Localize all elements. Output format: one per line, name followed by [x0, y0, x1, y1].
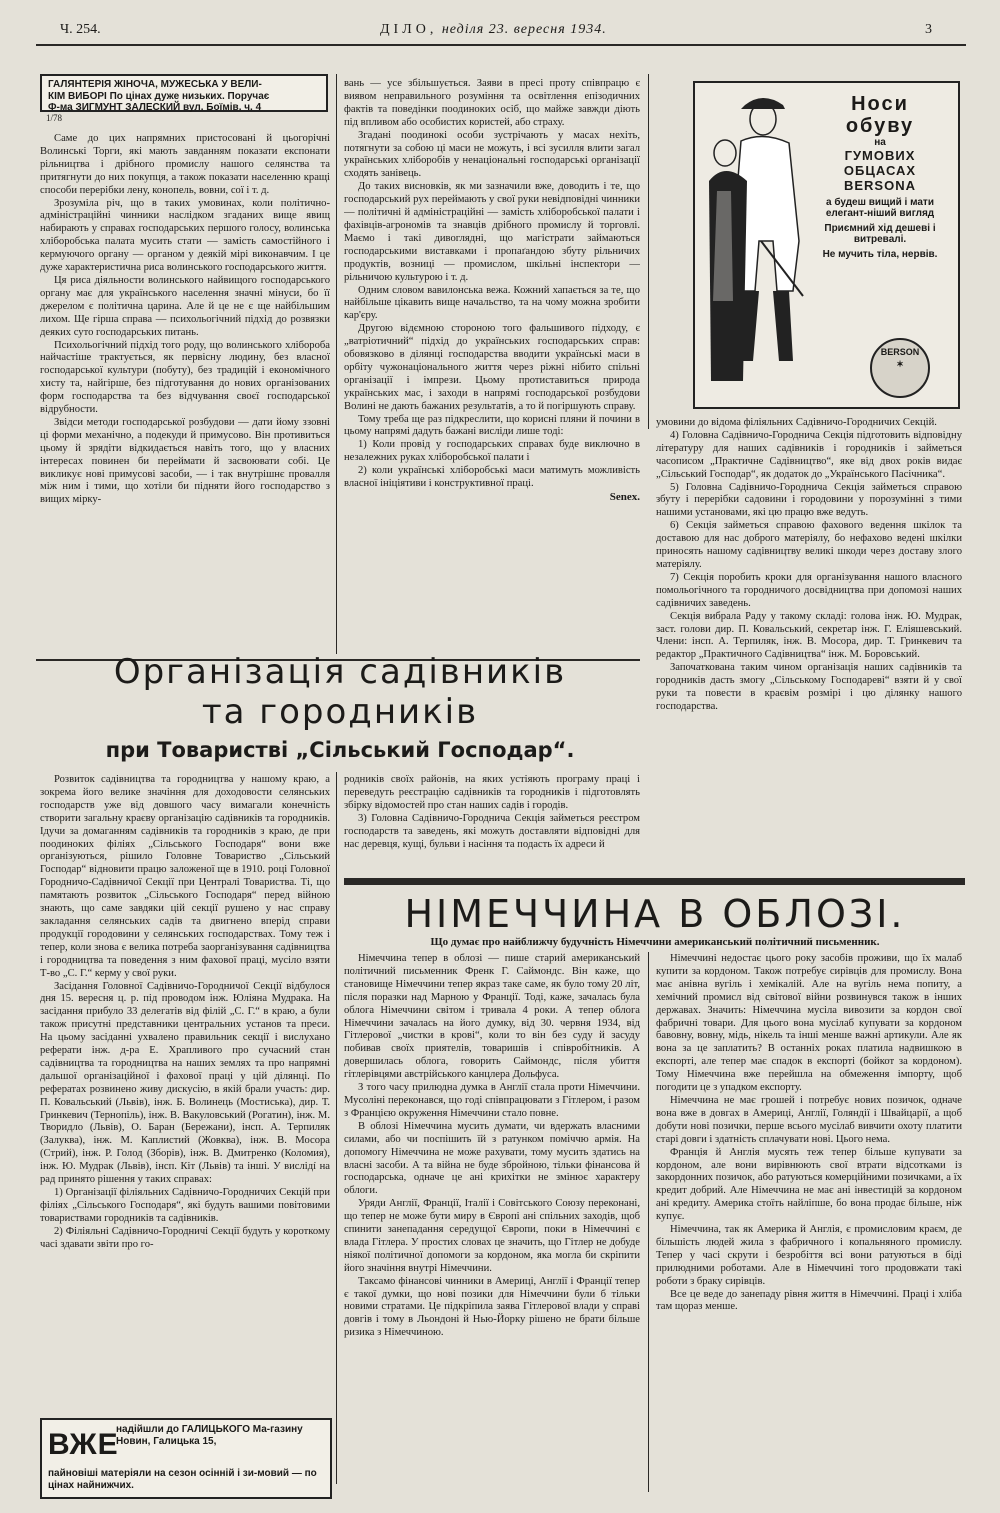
section-rule-thick	[344, 878, 965, 885]
haberdashery-ad-code: 1/78	[46, 113, 63, 123]
article1-column-2	[344, 78, 640, 656]
paragraph: вань — усе збільшується. Заяви в пресі проту співпрацю є виявом неправильного розуміння та освітлення епізодичних фактів та поведінки поодиноких осіб, що майже завжди діють під впливом або особистих користей, або страху.	[344, 78, 640, 128]
paragraph: Зрозуміла річ, що в таких умовинах, коли політично-адміністраційні чинники наслідком згаданих вище явищ набирають у справах господарських першого голосу, волинська хліборобська палата мусить стати — замість самостійного і кермуючого органу — органом у деякій мірі виконавчим. І це дуже характеристична риса волинського господарського життя.	[40, 197, 330, 274]
issue-number: Ч. 254.	[60, 22, 101, 37]
paragraph: Франція й Англія мусять теж тепер більше купувати за кордоном, але вони вирівнюють свої втрати відсотками із закордонних позичок, або ратуються комерційними позичками, а їх кредит добрий. Але Німеччина не має ані інвестицій за кордоном ані кредиту. Америка стоїть найліпше, бо вона продає більше, ніж купує.	[656, 1146, 962, 1223]
column-rule	[336, 772, 337, 1484]
article2-column-1	[40, 774, 330, 1410]
issue-date: неділя 23. вересня 1934.	[441, 22, 607, 37]
ad-line: пайновіші матеріяли на сезон осінній і зи-мовий — по цінах найнижчих.	[48, 1468, 317, 1491]
paragraph: Психольогічний підхід того роду, що волинського хлібороба найчастіше трактується, як первісну людину, без власної господарської культури (побуту), без традицій і економічного хисту та, найгірше, без підготування до нових організованих форм господарства та без відчування своєї господарської відрубности.	[40, 339, 330, 416]
article2-column-3	[656, 417, 962, 873]
ad-line: обуву	[845, 115, 915, 137]
paragraph: 1) Організації філіяльних Садівничо-Городничих Секцій при філіях „Сільського Господаря“, які будуть вашими повітовими товариствами городників та садівників.	[40, 1187, 330, 1224]
paragraph: 2) коли українські хліборобські маси матимуть можливість власної ініціятиви і конструктивної праці.	[344, 465, 640, 490]
article2-subtitle: при Товаристві „Сільський Господар“.	[105, 738, 575, 762]
page-number: 3	[925, 22, 932, 37]
page-header	[0, 0, 1000, 44]
article2-title-line1: Організація садівників	[113, 652, 567, 692]
ad-line: Приємний хід дешеві і витревалі.	[824, 223, 936, 245]
paragraph: 3) Головна Садівничо-Городнича Секція займеться реєстром господарств та заведень, які можуть доставляти відповідні для нас деревця, кущі, бульви і насіння та подасть їх адреси й	[344, 812, 640, 850]
haberdashery-ad-line2: КІМ ВИБОРІ По цінах дуже низьких. Поручає	[48, 90, 270, 102]
paragraph: До таких висновків, як ми зазначили вже, доводить і те, що господарський рух переймають у свої руки невідповідні чинники — політичні й адміністраційні — замість хліборобської палати і фахівців-агрономів та знавців дрібного промислу й торговлі. Маємо і такі дивоглядні, що магістрати займаються господарськими виставками і пропаґандою збуту рільничих продуктів, возниці — промислом, шкільні інспектори — рільничою культурою і т. д.	[344, 181, 640, 283]
article1-signature: Senex.	[609, 491, 640, 503]
ad-line: ГУМОВИХ	[844, 148, 916, 163]
column-rule	[336, 74, 337, 654]
masthead	[380, 22, 607, 38]
paragraph: 2) Філіяльні Садівничо-Городничі Секції будуть у короткому часі здавати звіти про го-	[40, 1225, 330, 1250]
header-rule	[36, 44, 966, 46]
paragraph: Саме до цих напрямних пристосовані й цьогорічні Волинські Торги, які мають завданням показати експонати рільництва і дрібного промислу нашого селянства та притягнути до них покупця, а також показати населенню кращі способи перерібки лену, конопель, вовни, сої і т. д.	[40, 133, 330, 196]
ad-headline: ВЖЕ	[48, 1428, 119, 1461]
paragraph: 6) Секція займеться справою фахового ведення шкілок та доставою для нас доброго матеріялу, бо нефахово ведені шкілки приносять нашому садівництву великі шкоди через доставу злого матеріялу.	[656, 520, 962, 570]
paragraph: Звідси методи господарської розбудови — дати йому ззовні ці форми механічно, а подекуди й примусово. Він противиться цьому й зрядіти відкидається навіть того, що у власних інтересах повинен би переймати й засвоювати собі. Це викликує нові примусові засоби, — і так внутрішнє провалля між ним і тими, що хотіли би підняти його господарство з вищих мірку-	[40, 416, 330, 506]
column-rule	[648, 74, 649, 429]
masthead-title: ДІЛО,	[380, 22, 438, 37]
paragraph: Німеччина, так як Америка й Англія, є промисловим краєм, де більшість людей жила з фабричного і копальняного промислу. Тепер у часі скрути і безробіття всі вони ратуються в біді прилюдними роботами. Але в Німеччині того продовжати такі роботи з браку сирівців.	[656, 1224, 962, 1287]
article2-title-line2: та городників	[201, 692, 479, 732]
paragraph: 7) Секція поробить кроки для організування нашого власного помольогічного та городничого досвідництва при допомозі наших садівничих заведень.	[656, 571, 962, 609]
ad-line: Не мучить тіла, нервів.	[822, 249, 938, 260]
article3-subtitle: Що думає про найближчу будучність Німеччини американський політичний письменник.	[430, 936, 880, 948]
paragraph: умовини до відома філіяльних Садівничо-Городничих Секцій.	[656, 417, 937, 428]
paragraph: Одним словом вавилонська вежа. Кожний хапається за те, що найбільше цікавить вище начальство, та на чому можна зробити кар'єру.	[344, 284, 640, 322]
paragraph: 5) Головна Садівничо-Городнича Секція займеться справою збуту і перерібки садовини і городовини у порозумінні з тими нашими установами, які цю працю вже ведуть.	[656, 481, 962, 519]
paragraph: Німеччина не має грошей і потребує нових позичок, одначе вона вже в довгах в Америці, Англії, Голяндії і Швайцарії, а щоб добути нові позички, перше всього мусілаб вивчити охоту платити старі довги і здатність сплачувати нові. Цього нема.	[656, 1094, 962, 1145]
paragraph: Другою відємною стороною того фальшивого підходу, є „ватріотичний“ підхід до українських господарських справ: обовязково в ділянці господарства вводити українські маси в орбіту чужонаціонального життя через ріжні нібито спільні організації і імпрези. Цьому протиставиться природа українських мас, і заходи в напрямі господарської розбудови Волині не дають бажаних результатів, а то й погіршують справу.	[344, 323, 640, 412]
haberdashery-ad-line1: ГАЛЯНТЕРІЯ ЖІНОЧА, МУЖЕСЬКА У ВЕЛИ-	[48, 79, 262, 90]
article3-title: НІМЕЧЧИНА В ОБЛОЗІ.	[404, 892, 906, 936]
paragraph: Згадані поодинокі особи зустрічають у масах нехіть, потягнути за собою ці маси не можуть, і всі зусилля влити загал українських хліборобів у ненаціональні господарські організації сходять занівець.	[344, 129, 640, 180]
paragraph: Секція вибрала Раду у такому складі: голова інж. Ю. Мудрак, заст. голови дир. П. Ковальський, секретар інж. Г. Еліяшевський. Члени: інсп. А. Терпиляк, інж. В. Мосора, дир. Т. Гринкевич та редактор „Практичного Садівництва“ інж. М. Боровський.	[656, 610, 962, 661]
bersona-logo-badge: BERSON ✶	[870, 338, 930, 398]
article3-column-2	[656, 953, 962, 1478]
paragraph: Уряди Англії, Франції, Італії і Совітського Союзу переконані, що тепер не може бути миру в Європі ані спільних заходів, щоб спинити занепадання середущої Європи, поки в Німеччині є влада Гітлера. У простих словах це значить, що Гітлер не добуде ніякої політичної допомоги за кордоном, яка могла би скріпити його значіння внутрі Німеччини.	[344, 1198, 640, 1274]
paragraph: 1) Коли провід у господарських справах буде виключно в незалежних руках хліборобської палати і	[344, 439, 640, 464]
ad-line: BERSONA	[843, 178, 916, 193]
ad-line: надійшли до ГАЛИЦЬКОГО Ма-газину Новин, Галицька 15,	[116, 1424, 303, 1447]
paragraph: Німеччина тепер в облозі — пише старий американський політичний письменник Френк Г. Саймондс. Він каже, що становище Німеччини тепер якраз таке саме, як було тому 20 літ, після поразки над Марною у Франції. Тоді, каже, зачалась була облога Німеччини світом і тривала 4 роки. А тепер облога Німеччини зачалась на його думку, від 30. червня 1934, від Гітлерової „чистки в крові“, коли то він без суду й засуду побивав своїх приятелів, товаришів і співробітників. А довершилась облога, говорить Саймондс, після убиття гітлерівцями австрійського канцлера Дольфуса.	[344, 953, 640, 1081]
article3-column-1	[344, 953, 640, 1498]
ad-line: на	[874, 137, 886, 148]
haberdashery-ad-line3: Ф-ма ЗИГМУНТ ЗАЛЕСКИЙ вул. Боїмів. ч. 4	[48, 102, 262, 113]
ad-line: Носи	[851, 93, 909, 115]
column-rule	[648, 952, 649, 1492]
paragraph: Все це веде до занепаду рівня життя в Німеччині. Праці і хліба там щораз менше.	[656, 1288, 962, 1313]
paragraph: Засідання Головної Садівничо-Городничої Секції відбулося дня 15. вересня ц. р. під проводом інж. Юліяна Мудрака. На засідання прибуло 33 делегатів від філій „С. Г.“ в краю, а були також присутні представники центральних установ та преси. На цьому засіданні ухвалено правильник секції і вислухано реферати інж. д-ра Е. Храпливого про сучасний стан садівництва та городництва на наших землях та про напрямні дальшої організаційної і фахової праці у цій ділянці. По рефератах розвинено живу дискусію, в якій брали участь: дир. П. Ковальський (Львів), інж. Б. Волинець (Мостиська), дир. Т. Гринкевич (Тернопіль), інж. В. Вакуловський (Рогатин), інж. М. Творидло (Львів), О. Баран (Бережани), інсп. А. Терпиляк (Залуква), інж. М. Каплистий (Жовква), інж. В. Мосора (Стрий), інж. Р. Голод (Зборів), інж. В. Дмитренко (Коломия), інж. Ю. Мудрак (Львів), інсп. Кіт (Львів) та інші. У вислідí на рад принято рішення у таких справах:	[40, 980, 330, 1186]
haberdashery-ad	[40, 74, 328, 112]
badge-text: BERSON	[880, 347, 920, 357]
ad-line: ОБЦАСАХ	[843, 163, 917, 178]
paragraph: Таксамо фінансові чинники в Америці, Англії і Франції тепер є такої думки, що нові позики для Німеччини були б тільки новими стратами. Це підкріпила заява Гітлерової влади у справі довгів і тому в Льондоні й Нью-Йорку рішено не брати більше ризика з Німеччиною.	[344, 1275, 640, 1339]
paragraph: Тому треба ще раз підкреслити, що корисні пляни й почини в цьому напрямі дадуть бажані висліди лише тоді:	[344, 413, 640, 438]
galician-store-ad	[40, 1418, 332, 1499]
ad-line: а будеш вищий і мати елегант-ніший вигляд	[825, 197, 935, 219]
paragraph: Ця риса діяльности волинського найвищого господарського органу має для українського населення значні мінуси, бо її джерелом є політична царина. Але й це не є ще найбільшим лихом. Ще гірша справа — психольогічний підхід до розвязки деяких суто господарських питань.	[40, 274, 330, 338]
paragraph: Започаткована таким чином організація наших садівників та городників дасть змогу „Сільському Господареві“ взяти й у свої руки та повести в краєвім розмірі і цю ділянку нашого господарства.	[656, 662, 962, 712]
paragraph: Німеччині недостає цього року засобів проживи, що їх малаб купити за кордоном. Також потребує сирівців для промислу. Вона має анівна вугіль і хемікалій. Але на вугіль нема попиту, а хемічний промисл від світової війни розвинувся також в інших державах. Значить: Німеччина мусіла вивозити за кордон свої фабричні товари. Для цього вона мусілаб купувати за кордоном бавовну, вовну, мідь, нікель та інші менше важні артикули. Але як вона за це заплатить? В останніх роках платила надвишкою в експорті, але тепер має спадок в експорті (бойкот за кордоном). Тому Німеччина вже перейшла на обмеження імпорту, щоб погодити це з упадком експорту.	[656, 953, 962, 1094]
bersona-ad-text	[810, 93, 950, 260]
paragraph: родників своїх районів, на яких устіяють програму праці і переведуть реєстрацію садівників та городників і підготовлять збірку відомостей про стан наших садів і городів.	[344, 774, 640, 811]
article2-column-2	[344, 774, 640, 874]
paragraph: З того часу прилюдна думка в Англії стала проти Німеччини. Мусоліні переконався, що годі співпрацювати з Гітлером, і разом з Францією окруження Німеччини стало повне.	[344, 1082, 640, 1119]
paragraph: В облозі Німеччина мусить думати, чи вдержать власними силами, або чи поспішить їй з ратунком поміччю армія. На допомогу Німеччина не може рахувати, тому мусить здатись на власні засоби. А та війна не буде збройною, тільки фінансова й господарська, одначе це ані крихітки не змінює характеру облоги.	[344, 1120, 640, 1197]
paragraph: 4) Головна Садівничо-Городнича Секція підготовить відповідну літературу для наших садівників і городників і займеться часописом „Практичне Садівництво“, яке від двох років видає „Сільський Господар“, як додаток до „Українського Пасічника“.	[656, 429, 962, 480]
bersona-shoe-ad	[693, 81, 960, 409]
article1-column-1	[40, 133, 330, 655]
paragraph: Розвиток садівництва та городництва у нашому краю, а зокрема його велике значіння для доходовости селянських господарств уже від довшого часу вимагали конечність створити загальну краєву організацію садівників та городників. Ідучи за домаганням садівників та городників з краю, де при поодиноких філіях „Сільського Господаря“ вони вже організуються, рішило Головне Товариство „Сільський Господар“ відновити працю заложеної ще в 1910. році Головної Городничо-Садівничої Секції при Централі Товариства. Ті, що памятають розвиток „Сільського Господаря“ перед війною знають, що саме завдяки цій секції рушено у нас справу закладання селянських садів та двигнено вперід справи продукції городовини у селянських господарствах. Тому теж і тепер, коли знова є велика потреба заорганізування садівництва і городництва та поведення з ним фахової праці, мусіло взяти Т-во „С. Г.“ керму у свої руки.	[40, 774, 330, 979]
